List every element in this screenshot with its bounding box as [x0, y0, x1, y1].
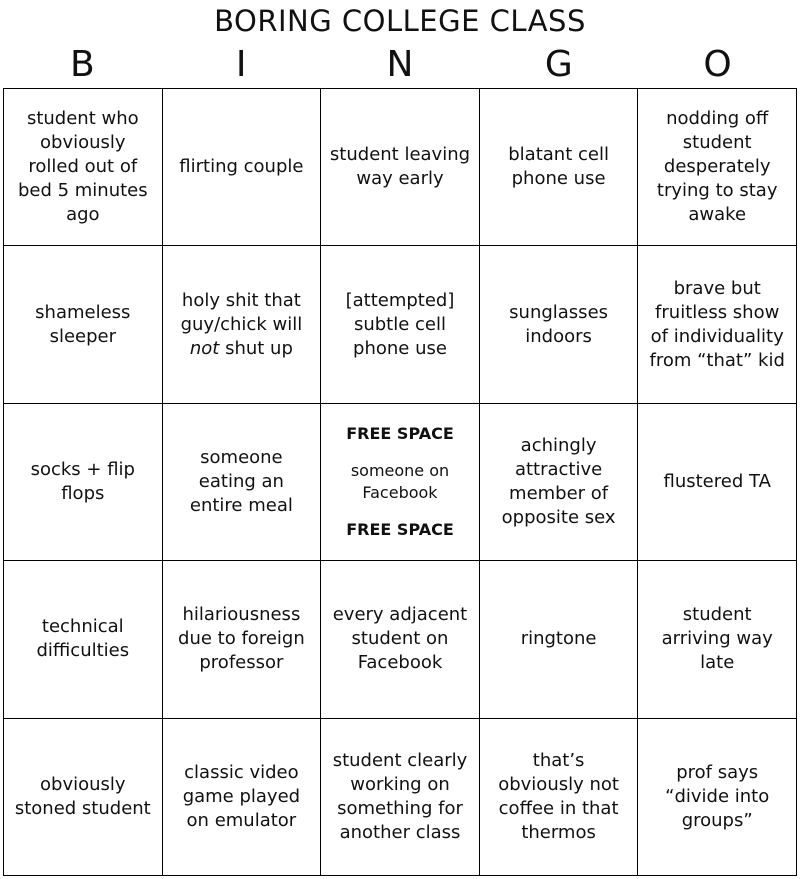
free-space-label-top: FREE SPACE: [346, 423, 454, 443]
square-text: every adjacent student on Facebook: [332, 604, 468, 674]
bingo-square[interactable]: [638, 89, 797, 246]
square-text: that’s obviously not coffee in that thermos: [498, 749, 619, 843]
square-text: prof says “divide into groups”: [665, 761, 770, 831]
page-title: BORING COLLEGE CLASS: [214, 4, 586, 38]
square-text: nodding off student desperately trying to stay awake: [656, 108, 778, 226]
bingo-square[interactable]: [638, 246, 797, 403]
bingo-square[interactable]: [321, 561, 480, 718]
square-text: flirting couple: [179, 156, 304, 178]
bingo-square[interactable]: [480, 246, 639, 403]
bingo-letter-b: B: [70, 44, 95, 85]
bingo-square[interactable]: [163, 719, 322, 876]
square-text: student who obviously rolled out of bed 5 minutes ago: [17, 108, 148, 226]
bingo-square[interactable]: [4, 89, 163, 246]
bingo-square[interactable]: [638, 719, 797, 876]
bingo-letter-i: I: [235, 44, 247, 85]
bingo-square[interactable]: [163, 89, 322, 246]
bingo-square[interactable]: [163, 246, 322, 403]
square-text: [attempted] subtle cell phone use: [345, 289, 455, 359]
bingo-square[interactable]: [4, 246, 163, 403]
bingo-letter-n: N: [386, 44, 414, 85]
square-text: blatant cell phone use: [508, 144, 609, 190]
bingo-header: [3, 44, 797, 86]
bingo-square[interactable]: [163, 561, 322, 718]
bingo-square[interactable]: [4, 561, 163, 718]
square-text-before: holy shit that guy/chick will: [180, 289, 303, 335]
bingo-square[interactable]: [321, 246, 480, 403]
square-text: brave but fruitless show of individuality from “that” kid: [649, 277, 785, 371]
square-text: someone on Facebook: [350, 460, 450, 502]
bingo-letter-o: O: [703, 44, 732, 85]
square-text: [171, 289, 313, 361]
square-text: socks + flip flops: [30, 458, 135, 504]
bingo-square[interactable]: [321, 89, 480, 246]
square-text: hilariousness due to foreign professor: [178, 604, 305, 674]
bingo-square[interactable]: [4, 719, 163, 876]
bingo-card: [3, 88, 797, 876]
bingo-square[interactable]: [480, 719, 639, 876]
square-text: achingly attractive member of opposite sex: [501, 434, 616, 528]
square-text: technical difficulties: [36, 616, 130, 662]
square-text-after: shut up: [219, 337, 293, 359]
square-text: student arriving way late: [661, 604, 773, 674]
square-text: student leaving way early: [329, 144, 471, 190]
bingo-letter-g: G: [544, 44, 573, 85]
bingo-square[interactable]: [638, 561, 797, 718]
bingo-square[interactable]: [638, 404, 797, 561]
square-text: shameless sleeper: [35, 301, 131, 347]
square-text: someone eating an entire meal: [189, 446, 293, 516]
bingo-square[interactable]: [321, 719, 480, 876]
bingo-square[interactable]: [480, 404, 639, 561]
square-text: obviously stoned student: [14, 773, 151, 819]
square-text: student clearly working on something for another class: [332, 749, 468, 843]
free-space-square[interactable]: [321, 404, 480, 561]
square-text: sunglasses indoors: [509, 301, 609, 347]
square-text: flustered TA: [663, 470, 771, 492]
square-text: classic video game played on emulator: [182, 761, 301, 831]
bingo-square[interactable]: [480, 561, 639, 718]
bingo-square[interactable]: [4, 404, 163, 561]
free-space-label-bottom: FREE SPACE: [346, 519, 454, 539]
square-text: ringtone: [520, 628, 597, 650]
bingo-square[interactable]: [163, 404, 322, 561]
square-text-emphasis: not: [189, 337, 220, 359]
bingo-square[interactable]: [480, 89, 639, 246]
